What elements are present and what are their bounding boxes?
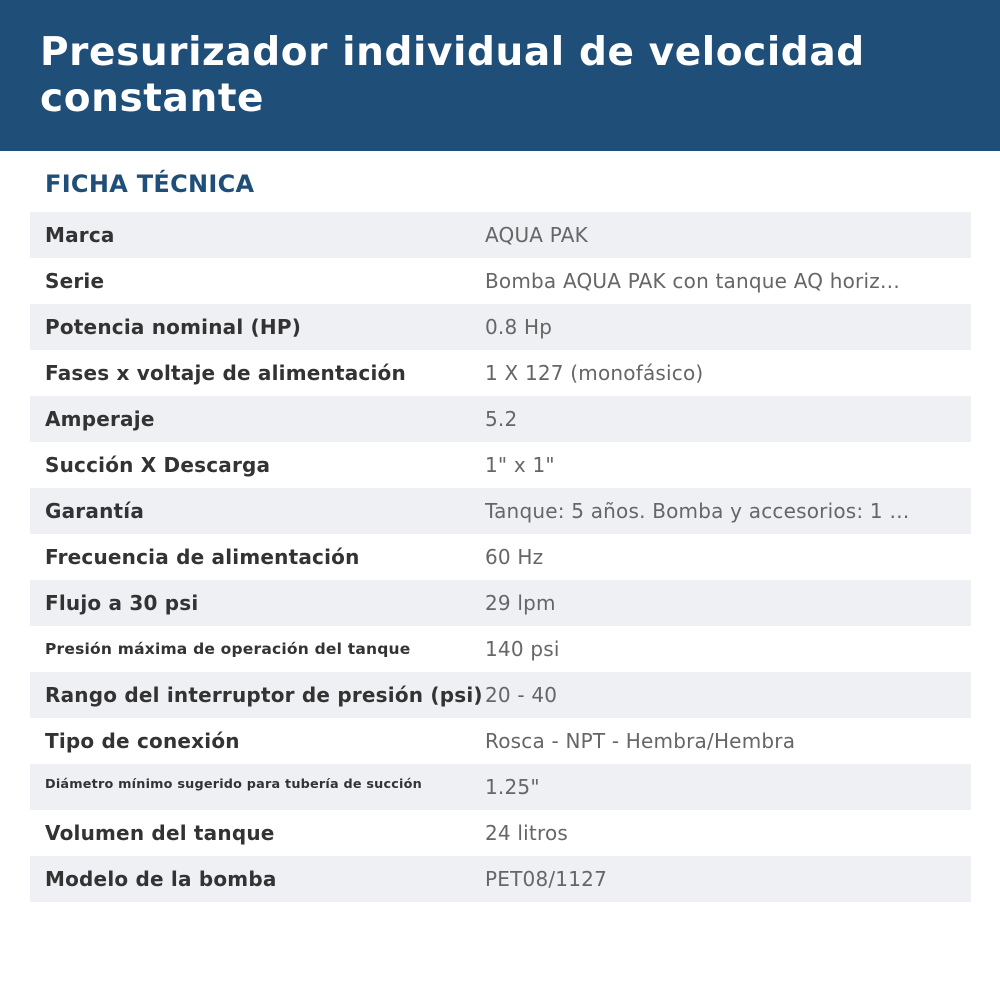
spec-label: Frecuencia de alimentación — [45, 545, 360, 569]
spec-value: 60 Hz — [485, 545, 544, 569]
spec-value: 0.8 Hp — [485, 315, 553, 339]
spec-label: Flujo a 30 psi — [45, 591, 199, 615]
spec-row-marca — [30, 212, 971, 258]
spec-value: 1.25" — [485, 775, 540, 799]
spec-label: Amperaje — [45, 407, 155, 431]
spec-row-presion-maxima — [30, 626, 971, 672]
spec-label: Tipo de conexión — [45, 729, 240, 753]
spec-row-serie — [30, 258, 971, 304]
spec-label: Modelo de la bomba — [45, 867, 277, 891]
spec-value: PET08/1127 — [485, 867, 607, 891]
spec-value: 29 lpm — [485, 591, 556, 615]
spec-row-frecuencia — [30, 534, 971, 580]
section-title: FICHA TÉCNICA — [45, 170, 255, 198]
spec-value: Rosca - NPT - Hembra/Hembra — [485, 729, 796, 753]
spec-label: Volumen del tanque — [45, 821, 275, 845]
spec-row-amperaje — [30, 396, 971, 442]
spec-value: 5.2 — [485, 407, 518, 431]
spec-label: Marca — [45, 223, 115, 247]
spec-row-modelo — [30, 856, 971, 902]
spec-table — [30, 212, 971, 902]
spec-row-fases — [30, 350, 971, 396]
spec-row-volumen — [30, 810, 971, 856]
spec-label: Succión X Descarga — [45, 453, 271, 477]
spec-value: 24 litros — [485, 821, 569, 845]
spec-row-diametro — [30, 764, 971, 810]
page-header — [0, 0, 1000, 151]
spec-value: 1" x 1" — [485, 453, 555, 477]
spec-row-flujo — [30, 580, 971, 626]
spec-label: Fases x voltaje de alimentación — [45, 361, 406, 385]
spec-value: 140 psi — [485, 637, 560, 661]
spec-value: Tanque: 5 años. Bomba y accesorios: 1 … — [485, 499, 910, 523]
spec-label: Potencia nominal (HP) — [45, 315, 302, 339]
spec-row-potencia — [30, 304, 971, 350]
spec-row-rango-interruptor — [30, 672, 971, 718]
spec-value: 20 - 40 — [485, 683, 558, 707]
spec-label: Rango del interruptor de presión (psi) — [45, 683, 483, 707]
spec-value: 1 X 127 (monofásico) — [485, 361, 704, 385]
spec-label: Garantía — [45, 499, 145, 523]
spec-label: Serie — [45, 269, 105, 293]
page-title: Presurizador individual de velocidad constante — [40, 30, 865, 121]
spec-label: Presión máxima de operación del tanque — [45, 640, 411, 658]
spec-row-succion — [30, 442, 971, 488]
spec-value: AQUA PAK — [485, 223, 588, 247]
spec-label: Diámetro mínimo sugerido para tubería de succión — [45, 777, 422, 792]
spec-value: Bomba AQUA PAK con tanque AQ horiz… — [485, 269, 901, 293]
spec-row-garantia — [30, 488, 971, 534]
spec-row-tipo-conexion — [30, 718, 971, 764]
